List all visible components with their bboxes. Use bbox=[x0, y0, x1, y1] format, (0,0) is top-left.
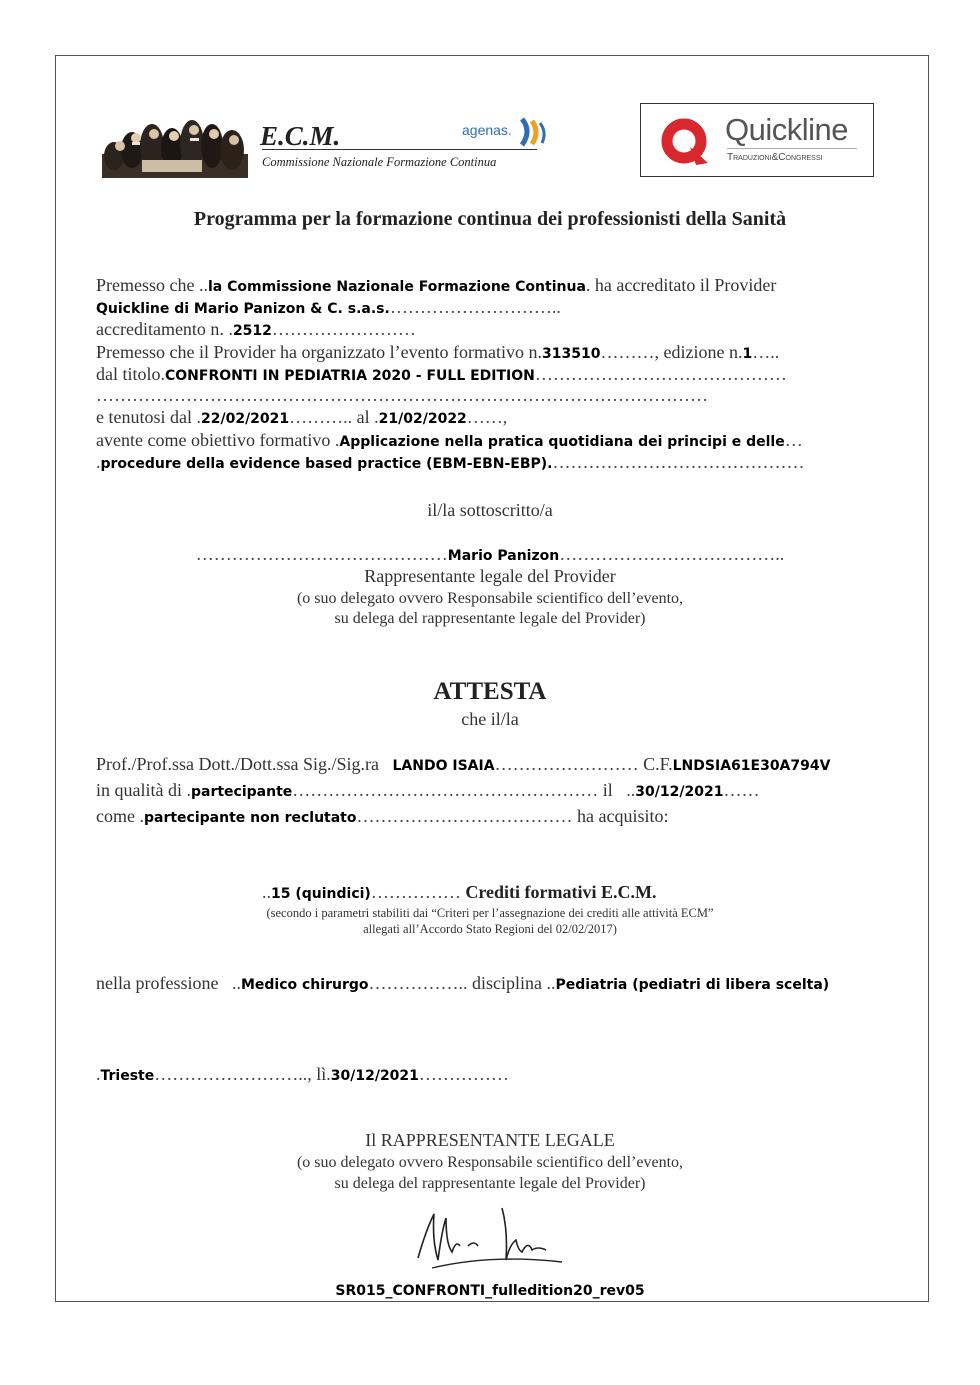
premise-prefix: Premesso che bbox=[96, 275, 195, 295]
title-label: dal titolo bbox=[96, 364, 161, 384]
place-value: Trieste bbox=[100, 1068, 155, 1084]
legal-title: Il RAPPRESENTANTE LEGALE bbox=[365, 1130, 615, 1150]
discipline-value: Pediatria (pediatri di libera scelta) bbox=[555, 977, 830, 993]
objective-value-2: procedure della evidence based practice (EBM-EBN-EBP). bbox=[100, 456, 553, 472]
quickline-tagline: Traduzioni&Congressi bbox=[727, 152, 823, 163]
quickline-name: Quickline bbox=[725, 112, 848, 147]
event-prefix: Premesso che il Provider ha organizzato l’evento formativo n. bbox=[96, 342, 543, 362]
quality-line: in qualità di .partecipante…………………………………………… il ..30/12/2021…… bbox=[96, 780, 760, 800]
accreditation-number: 2512 bbox=[232, 323, 272, 339]
discipline-label: disciplina bbox=[472, 973, 542, 993]
objective-value-1: Applicazione nella pratica quotidiana dei principi e delle bbox=[339, 434, 785, 450]
quickline-q-icon bbox=[658, 117, 714, 167]
ecm-subtitle: Commissione Nazionale Formazione Continua bbox=[262, 155, 497, 169]
event-title: CONFRONTI IN PEDIATRIA 2020 - FULL EDITION bbox=[165, 368, 535, 384]
profession-line: nella professione ..Medico chirurgo…………….. disciplina ..Pediatria (pediatri di libera scelta) bbox=[96, 973, 830, 993]
attesta-subtitle: che il/la bbox=[461, 709, 519, 729]
come-label: come bbox=[96, 806, 135, 826]
come-line: come .partecipante non reclutato……………………………… ha acquisito: bbox=[96, 806, 669, 826]
event-number: 313510 bbox=[542, 346, 601, 362]
edition-label: , edizione n. bbox=[654, 342, 743, 362]
quickline-rule bbox=[727, 148, 857, 149]
ecm-title: E.C.M. bbox=[260, 121, 341, 151]
signatory-name: Mario Panizon bbox=[447, 548, 560, 564]
signatory-delegate-1: (o suo delegato ovvero Responsabile scientifico dell’evento, bbox=[296, 590, 684, 607]
premise-line-1: Premesso che ..la Commissione Nazionale Formazione Continua. ha accreditato il Provider bbox=[96, 275, 777, 295]
cf-value: LNDSIA61E30A794V bbox=[672, 758, 831, 774]
credits-note-1: (secondo i parametri stabiliti dai “Criteri per l’assegnazione dei crediti alle attività ECM” bbox=[266, 906, 714, 920]
date-to: 21/02/2022 bbox=[378, 411, 467, 427]
place-date-line: .Trieste…………………….., lì.30/12/2021…………… bbox=[96, 1064, 509, 1084]
participant-name: LANDO ISAIA bbox=[392, 758, 495, 774]
accreditation-label: accreditamento n. bbox=[96, 319, 224, 339]
come-value: partecipante non reclutato bbox=[143, 810, 357, 826]
participant-title-label: Prof./Prof.ssa Dott./Dott.ssa Sig./Sig.ra bbox=[96, 754, 380, 774]
agenas-wordmark: agenas. bbox=[462, 122, 512, 138]
ecm-title-rule bbox=[262, 149, 537, 150]
li-label: lì bbox=[316, 1064, 327, 1084]
quickline-logo bbox=[640, 103, 874, 177]
quality-value: partecipante bbox=[190, 784, 293, 800]
provider-line: Quickline di Mario Panizon & C. s.a.s.……………………….. bbox=[96, 297, 561, 317]
place-date-value: 30/12/2021 bbox=[330, 1068, 419, 1084]
objective-label: avente come obiettivo formativo bbox=[96, 430, 331, 450]
dotted-line: ………………………………………………………………………………………… bbox=[96, 385, 708, 405]
held-label: e tenutosi dal bbox=[96, 407, 192, 427]
event-line: Premesso che il Provider ha organizzato l’evento formativo n.313510………, edizione n.1….. bbox=[96, 342, 780, 362]
signatory-role: Rappresentante legale del Provider bbox=[364, 566, 616, 586]
credits-note-2: allegati all’Accordo Stato Regioni del 02/02/2017) bbox=[363, 922, 617, 936]
cf-label: C.F. bbox=[643, 754, 673, 774]
objective-line-2: .procedure della evidence based practice (EBM-EBN-EBP).…………………………………… bbox=[96, 452, 805, 472]
edition-number: 1 bbox=[742, 346, 753, 362]
il-label: il bbox=[602, 780, 613, 800]
provider-value: Quickline di Mario Panizon & C. s.a.s. bbox=[96, 301, 390, 317]
premise-mid: ha accreditato il Provider bbox=[594, 275, 777, 295]
legal-delegate-1: (o suo delegato ovvero Responsabile scientifico dell’evento, bbox=[296, 1154, 684, 1171]
profession-value: Medico chirurgo bbox=[240, 977, 369, 993]
credits-value: 15 (quindici) bbox=[271, 886, 371, 902]
page-title: Programma per la formazione continua dei professionisti della Sanità bbox=[193, 208, 787, 230]
credits-line: ..15 (quindici)…………… Crediti formativi E.C.M. bbox=[262, 882, 657, 902]
signatory-delegate-2: su delega del rappresentante legale del Provider) bbox=[334, 610, 646, 627]
signatory-name-line: ……………………………………Mario Panizon……………………………….. bbox=[195, 544, 785, 564]
acquired-label: ha acquisito: bbox=[576, 806, 669, 826]
ecm-painting-image bbox=[102, 120, 248, 178]
date-from: 22/02/2021 bbox=[200, 411, 290, 427]
signatory-intro: il/la sottoscritto/a bbox=[427, 500, 553, 520]
al-label: al bbox=[356, 407, 370, 427]
participant-date: 30/12/2021 bbox=[635, 784, 724, 800]
profession-label: nella professione bbox=[96, 973, 219, 993]
legal-delegate-2: su delega del rappresentante legale del Provider) bbox=[334, 1175, 646, 1192]
agenas-logo bbox=[462, 117, 552, 147]
accreditation-line: accreditamento n. .2512…………………… bbox=[96, 319, 416, 339]
participant-line: Prof./Prof.ssa Dott./Dott.ssa Sig./Sig.ra LANDO ISAIA…………………… C.F.LNDSIA61E30A794V bbox=[96, 754, 831, 774]
attesta-title: ATTESTA bbox=[433, 678, 547, 705]
commission-value: la Commissione Nazionale Formazione Continua bbox=[207, 279, 586, 295]
credits-label: Crediti formativi E.C.M. bbox=[465, 882, 657, 902]
quality-label: in qualità di bbox=[96, 780, 182, 800]
objective-line-1: avente come obiettivo formativo .Applicazione nella pratica quotidiana dei principi e delle… bbox=[96, 430, 803, 450]
document-code: SR015_CONFRONTI_fulledition20_rev05 bbox=[335, 1283, 645, 1299]
title-line: dal titolo.CONFRONTI IN PEDIATRIA 2020 - FULL EDITION…………………………………… bbox=[96, 364, 787, 384]
held-dates-line: e tenutosi dal .22/02/2021……….. al .21/02/2022……, bbox=[96, 407, 508, 427]
signature-image bbox=[412, 1200, 572, 1280]
